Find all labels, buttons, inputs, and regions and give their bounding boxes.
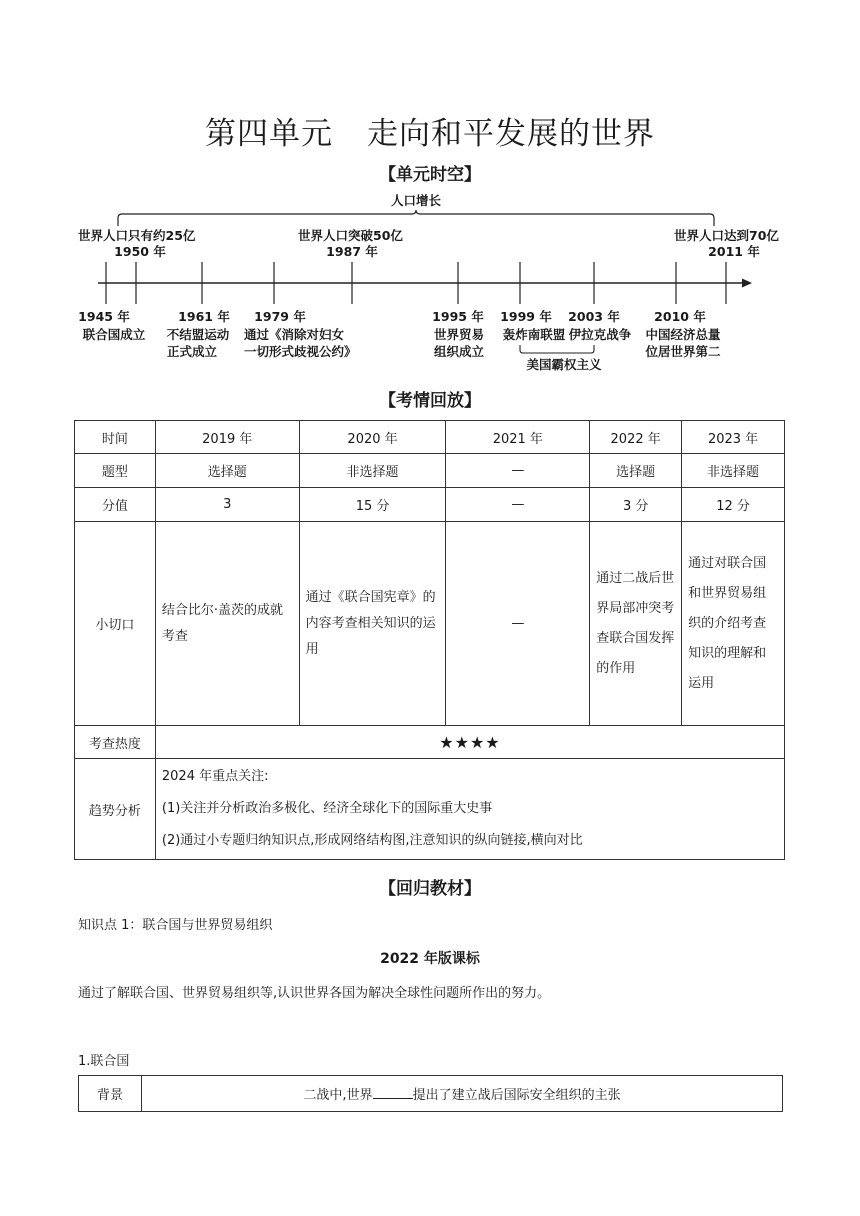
lower-year-1945: 1945 年 bbox=[78, 309, 130, 324]
page-title-subject: 走向和平发展的世界 bbox=[367, 116, 655, 152]
background-table bbox=[78, 1075, 783, 1112]
table-cell: — bbox=[446, 488, 590, 522]
lower-event-1999: 轰炸南联盟 bbox=[502, 327, 566, 342]
table-row-type bbox=[75, 454, 785, 488]
lower-event-1995-line2: 组织成立 bbox=[433, 344, 485, 359]
heat-stars: ★★★★ bbox=[155, 726, 784, 759]
table-cell: 选择题 bbox=[155, 454, 299, 488]
hegemony-label: 美国霸权主义 bbox=[526, 357, 602, 372]
table-cell: 结合比尔·盖茨的成就考查 bbox=[155, 522, 299, 726]
background-cell bbox=[142, 1076, 783, 1112]
trend-line: (1)关注并分析政治多极化、经济全球化下的国际重大史事 bbox=[161, 801, 493, 816]
upper-year-2011: 2011 年 bbox=[708, 244, 760, 259]
lower-event-1945: 联合国成立 bbox=[82, 327, 146, 342]
population-growth-label: 人口增长 bbox=[390, 193, 442, 208]
knowledge-point-title: 知识点 1：联合国与世界贸易组织 bbox=[78, 918, 273, 933]
table-row-header bbox=[75, 421, 785, 454]
trend-line: (2)通过小专题归纳知识点,形成网络结构图,注意知识的纵向链接,横向对比 bbox=[161, 833, 583, 848]
table-row bbox=[79, 1076, 783, 1112]
lower-year-1979: 1979 年 bbox=[254, 309, 306, 324]
lower-year-1961: 1961 年 bbox=[178, 309, 230, 324]
lower-year-2010: 2010 年 bbox=[654, 309, 706, 324]
table-cell: 15 分 bbox=[299, 488, 446, 522]
fill-in-blank[interactable] bbox=[373, 1086, 413, 1099]
table-cell: 趋势分析 bbox=[75, 759, 156, 860]
lower-event-1961-line2: 正式成立 bbox=[166, 344, 218, 359]
table-cell: 通过对联合国和世界贸易组织的介绍考查知识的理解和运用 bbox=[682, 522, 785, 726]
timeline-arrow-icon bbox=[742, 279, 752, 288]
table-cell: 2020 年 bbox=[299, 421, 446, 454]
table-row-trend bbox=[75, 759, 785, 860]
lower-event-1979-line1: 通过《消除对妇女 bbox=[244, 327, 345, 342]
table-cell: 2021 年 bbox=[446, 421, 590, 454]
lower-year-2003: 2003 年 bbox=[568, 309, 620, 324]
table-cell: 分值 bbox=[75, 488, 156, 522]
section-title-exam: 【考情回放】 bbox=[379, 391, 481, 411]
table-cell: — bbox=[446, 522, 590, 726]
trend-cell bbox=[155, 759, 784, 860]
section-title-timeline: 【单元时空】 bbox=[379, 165, 481, 185]
lower-year-1999: 1999 年 bbox=[500, 309, 552, 324]
table-cell: 时间 bbox=[75, 421, 156, 454]
table-cell: 2023 年 bbox=[682, 421, 785, 454]
upper-year-1987: 1987 年 bbox=[326, 244, 378, 259]
lower-event-1995-line1: 世界贸易 bbox=[433, 327, 485, 342]
lower-event-2003: 伊拉克战争 bbox=[568, 327, 632, 342]
upper-year-1950: 1950 年 bbox=[114, 244, 166, 259]
table-cell: 通过二战后世界局部冲突考查联合国发挥的作用 bbox=[590, 522, 682, 726]
upper-label-1950: 世界人口只有约25亿 bbox=[78, 228, 196, 243]
table-cell: 2019 年 bbox=[155, 421, 299, 454]
exam-table bbox=[74, 420, 785, 860]
standard-text: 通过了解联合国、世界贸易组织等,认识世界各国为解决全球性问题所作出的努力。 bbox=[78, 986, 551, 1001]
subsection-title: 1.联合国 bbox=[78, 1054, 130, 1069]
table-row-heat bbox=[75, 726, 785, 759]
lower-event-2010-line2: 位居世界第二 bbox=[645, 344, 721, 359]
table-cell: 3 分 bbox=[590, 488, 682, 522]
hegemony-bracket bbox=[520, 345, 594, 353]
table-cell: — bbox=[446, 454, 590, 488]
population-bracket bbox=[118, 210, 714, 226]
lower-event-1979-line2: 一切形式歧视公约》 bbox=[244, 344, 357, 359]
trend-line: 2024 年重点关注: bbox=[161, 769, 269, 784]
background-text-after: 提出了建立战后国际安全组织的主张 bbox=[412, 1088, 621, 1103]
table-row-score bbox=[75, 488, 785, 522]
standard-title: 2022 年版课标 bbox=[380, 951, 480, 967]
table-cell: 小切口 bbox=[75, 522, 156, 726]
table-cell: 12 分 bbox=[682, 488, 785, 522]
table-cell: 考查热度 bbox=[75, 726, 156, 759]
page-title-unit: 第四单元 bbox=[205, 116, 333, 152]
table-cell: 通过《联合国宪章》的内容考查相关知识的运用 bbox=[299, 522, 446, 726]
section-title-textbook: 【回归教材】 bbox=[379, 879, 481, 899]
table-cell: 选择题 bbox=[590, 454, 682, 488]
table-cell: 3 bbox=[155, 488, 299, 522]
table-cell: 非选择题 bbox=[682, 454, 785, 488]
lower-event-2010-line1: 中国经济总量 bbox=[645, 327, 721, 342]
upper-label-1987: 世界人口突破50亿 bbox=[298, 228, 403, 243]
lower-year-1995: 1995 年 bbox=[432, 309, 484, 324]
background-text-before: 二战中,世界 bbox=[303, 1088, 373, 1103]
lower-event-1961-line1: 不结盟运动 bbox=[166, 327, 230, 342]
table-cell: 非选择题 bbox=[299, 454, 446, 488]
table-cell: 2022 年 bbox=[590, 421, 682, 454]
table-cell: 题型 bbox=[75, 454, 156, 488]
background-label: 背景 bbox=[79, 1076, 142, 1112]
table-row-cut bbox=[75, 522, 785, 726]
upper-label-2011: 世界人口达到70亿 bbox=[674, 228, 779, 243]
